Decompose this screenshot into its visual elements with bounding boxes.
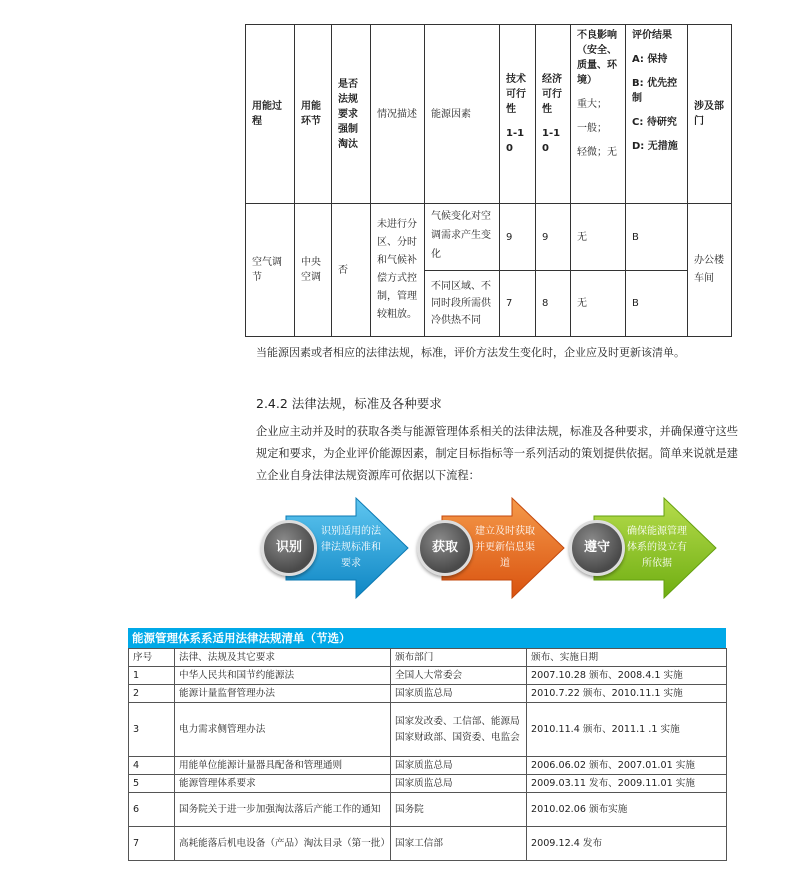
law-dept: 国务院 <box>391 793 527 827</box>
law-date: 2007.10.28 颁布、2008.4.1 实施 <box>527 667 727 685</box>
header-result-a: A: 保持 <box>632 54 668 65</box>
law-row <box>129 667 727 685</box>
header-process: 用能过程 <box>246 25 295 204</box>
law-name: 高耗能落后机电设备（产品）淘汰目录（第一批） <box>175 827 391 861</box>
law-no: 4 <box>129 757 175 775</box>
law-row <box>129 685 727 703</box>
law-name: 能源计量监督管理办法 <box>175 685 391 703</box>
law-table-title: 能源管理体系系适用法律法规清单（节选） <box>128 628 726 648</box>
law-dept: 国家质监总局 <box>391 757 527 775</box>
law-row <box>129 703 727 757</box>
row-situation: 未进行分区、分时和气候补偿方式控制，管理较粗放。 <box>371 204 425 337</box>
law-row <box>129 757 727 775</box>
row-mandatory: 否 <box>332 204 371 337</box>
header-tech-label: 技术可行性 <box>506 74 526 115</box>
process-step-obtain: 获取 <box>417 520 473 576</box>
header-factor: 能源因素 <box>425 25 500 204</box>
law-dept: 国家质监总局 <box>391 775 527 793</box>
law-row <box>129 775 727 793</box>
header-econ-range: 1-10 <box>542 128 561 154</box>
header-dept: 涉及部门 <box>688 25 732 204</box>
law-dept: 国家工信部 <box>391 827 527 861</box>
header-econ <box>536 25 571 204</box>
header-impact <box>571 25 626 204</box>
law-header-name: 法律、法规及其它要求 <box>175 649 391 667</box>
law-date: 2009.03.11 发布、2009.11.01 实施 <box>527 775 727 793</box>
law-date: 2009.12.4 发布 <box>527 827 727 861</box>
law-row <box>129 827 727 861</box>
law-dept: 国家发改委、工信部、能源局 国家财政部、国资委、电监会 <box>391 703 527 757</box>
process-step-comply: 遵守 <box>569 520 625 576</box>
header-impact-minor: 轻微；无 <box>577 147 617 158</box>
law-table <box>128 648 727 861</box>
law-name: 中华人民共和国节约能源法 <box>175 667 391 685</box>
section-heading: 2.4.2 法律法规，标准及各种要求 <box>256 396 442 411</box>
law-name: 能源管理体系要求 <box>175 775 391 793</box>
header-tech <box>500 25 536 204</box>
row-econ: 8 <box>536 271 571 337</box>
section-paragraph: 企业应主动并及时的获取各类与能源管理体系相关的法律法规，标准及各种要求，并确保遵守这些规定和要求，为企业评价能源因素，制定目标指标等一系列活动的策划提供依据。简单来说就是建立企业自身法律法规资源库可依据以下流程： <box>256 425 738 482</box>
process-text-comply: 确保能源管理体系的设立有所依据 <box>627 526 687 569</box>
row-dept: 办公楼车间 <box>688 204 732 337</box>
process-flow <box>258 494 720 614</box>
header-tech-range: 1-10 <box>506 128 525 154</box>
header-situation: 情况描述 <box>371 25 425 204</box>
header-mandatory: 是否法规要求强制淘汰 <box>332 25 371 204</box>
law-no: 5 <box>129 775 175 793</box>
row-factor: 气候变化对空调需求产生变化 <box>425 204 500 271</box>
header-link: 用能环节 <box>295 25 332 204</box>
header-econ-label: 经济可行性 <box>542 74 562 115</box>
law-header-dept: 颁布部门 <box>391 649 527 667</box>
row-econ: 9 <box>536 204 571 271</box>
row-tech: 9 <box>500 204 536 271</box>
law-date: 2010.7.22 颁布、2010.11.1 实施 <box>527 685 727 703</box>
header-result-title: 评价结果 <box>632 30 672 41</box>
law-header-no: 序号 <box>129 649 175 667</box>
header-impact-major: 重大； <box>577 99 607 110</box>
header-result-d: D: 无措施 <box>632 141 678 152</box>
process-text-identify: 识别适用的法律法规标准和要求 <box>321 526 381 569</box>
row-link: 中央空调 <box>295 204 332 337</box>
law-name: 国务院关于进一步加强淘汰落后产能工作的通知 <box>175 793 391 827</box>
evaluation-row <box>246 204 732 271</box>
law-name: 电力需求侧管理办法 <box>175 703 391 757</box>
law-name: 用能单位能源计量器具配备和管理通则 <box>175 757 391 775</box>
evaluation-header-row <box>246 25 732 204</box>
law-no: 7 <box>129 827 175 861</box>
law-header-date: 颁布、实施日期 <box>527 649 727 667</box>
law-date: 2010.02.06 颁布实施 <box>527 793 727 827</box>
law-date: 2010.11.4 颁布、2011.1 .1 实施 <box>527 703 727 757</box>
law-no: 3 <box>129 703 175 757</box>
process-step-identify: 识别 <box>261 520 317 576</box>
header-result-b: B: 优先控制 <box>632 78 678 104</box>
law-dept: 国家质监总局 <box>391 685 527 703</box>
header-result-c: C: 待研究 <box>632 117 677 128</box>
law-table-header <box>129 649 727 667</box>
law-row <box>129 793 727 827</box>
row-result: B <box>626 271 688 337</box>
evaluation-table <box>245 24 732 337</box>
row-tech: 7 <box>500 271 536 337</box>
row-impact: 无 <box>571 204 626 271</box>
header-impact-title: 不良影响（安全、质量、环境） <box>577 30 617 86</box>
header-result <box>626 25 688 204</box>
row-process: 空气调节 <box>246 204 295 337</box>
law-dept: 全国人大常委会 <box>391 667 527 685</box>
row-factor: 不同区域、不同时段所需供冷供热不同 <box>425 271 500 337</box>
law-date: 2006.06.02 颁布、2007.01.01 实施 <box>527 757 727 775</box>
update-note: 当能源因素或者相应的法律法规，标准，评价方法发生变化时，企业应及时更新该清单。 <box>256 346 685 359</box>
header-impact-general: 一般； <box>577 123 607 134</box>
law-no: 6 <box>129 793 175 827</box>
law-no: 2 <box>129 685 175 703</box>
row-impact: 无 <box>571 271 626 337</box>
process-text-obtain: 建立及时获取并更新信息渠道 <box>475 526 535 569</box>
law-no: 1 <box>129 667 175 685</box>
row-result: B <box>626 204 688 271</box>
